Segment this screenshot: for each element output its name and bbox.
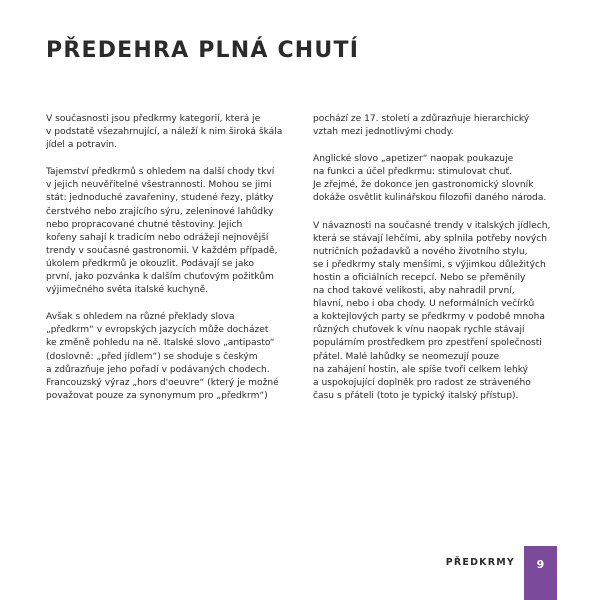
text-line: v podstatě všezahrnující, a náleží k nim široká škála — [46, 127, 283, 138]
text-line: času s přáteli (toto je typický italský přístup). — [313, 390, 519, 401]
text-line: V současnosti jsou předkrmy kategorií, která je — [46, 114, 261, 124]
section-label: PŘEDKRMY — [445, 557, 515, 568]
text-line: Francouzský výraz „hors d'oeuvre“ (který je možné — [46, 377, 279, 388]
text-line: Je zřejmé, že dokonce jen gastronomický slovník — [313, 180, 534, 191]
text-line: na zahájení hostin, ale spíše tvoří celkem lehký — [313, 364, 529, 375]
text-line: na funkci a účel předkrmu: stimulovat chuť. — [313, 167, 512, 178]
paragraph — [46, 166, 282, 297]
text-line: populárním prostředkem pro zpestření společnosti — [313, 338, 542, 349]
paragraph — [46, 311, 282, 403]
text-line: výjimečného světa italské kuchyně. — [46, 285, 209, 296]
text-line: ke změně pohledu na ně. Italské slovo „antipasto“ — [46, 338, 275, 349]
text-line: vztah mezi jednotlivými chody. — [313, 127, 454, 138]
left-column — [46, 113, 282, 417]
text-line: (doslovně: „před jídlem“) se shoduje s českým — [46, 351, 258, 362]
text-line: hostin a oficiálních recepcí. Nebo se přeměnily — [313, 272, 526, 283]
text-line: V návaznosti na současné trendy v italských jídlech, — [313, 220, 551, 231]
text-line: Anglické slovo „apetizer“ naopak poukazuje — [313, 154, 514, 165]
text-line: nutričních požadavků a nového životního stylu, — [313, 246, 528, 257]
paragraph — [313, 153, 549, 205]
text-line: pochází ze 17. století a zdůrazňuje hierarchický — [313, 114, 530, 124]
paragraph — [313, 220, 549, 403]
text-line: přátel. Malé lahůdky se neomezují pouze — [313, 351, 500, 362]
text-line: kořeny sahají k tradicím nebo odrážejí nejnovější — [46, 232, 269, 243]
text-line: a koktejlových party se předkrmy v podobě mnoha — [313, 312, 545, 323]
text-line: úkolem předkrmů je okouzlit. Podávají se jako — [46, 258, 254, 269]
text-line: jídel a potravin. — [46, 140, 118, 151]
text-line: trendy v současné gastronomii. V každém případě, — [46, 245, 278, 256]
text-line: v jejich neuvěřitelné všestrannosti. Mohou se jimi — [46, 180, 272, 191]
text-line: dokáže osvětlit kulinářskou filozofii daného národa. — [313, 193, 547, 204]
text-line: Avšak s ohledem na různé překlady slova — [46, 312, 235, 323]
text-line: hlavní, nebo i oba chody. U neformálních večírků — [313, 299, 535, 310]
page-number-box — [524, 546, 557, 600]
text-line: čerstvého nebo zrajícího sýru, zeleninové lahůdky — [46, 206, 274, 217]
page-number: 9 — [536, 558, 545, 571]
right-column — [313, 113, 549, 417]
paragraph — [313, 113, 549, 139]
text-line: „předkrm“ v evropských jazycích může docházet — [46, 325, 269, 336]
text-line: která se stávají lehčími, aby splnila potřeby nových — [313, 233, 548, 244]
text-line: Tajemství předkrmů s ohledem na další chody tkví — [46, 167, 275, 178]
text-line: a uspokojující doplněk pro radost ze stráveného — [313, 377, 531, 388]
text-line: a zdůrazňuje jeho pořadí v podávaných chodech. — [46, 364, 270, 375]
text-line: stát: jednoduché zavařeniny, studené řezy, plátky — [46, 193, 274, 204]
text-line: nebo propracované chutné těstoviny. Jejich — [46, 219, 243, 230]
text-line: se i předkrmy staly menšími, s výjimkou důležitých — [313, 259, 546, 270]
text-line: považovat pouze za synonymum pro „předkrm“) — [46, 390, 268, 401]
text-line: různých chuťovek k vínu naopak rychle stávají — [313, 325, 525, 336]
text-line: první, jako pozvánka k dalším chuťovým požitkům — [46, 272, 274, 283]
text-line: na chod takové velikosti, aby nahradil první, — [313, 286, 515, 297]
page-title: PŘEDEHRA PLNÁ CHUTÍ — [46, 38, 360, 63]
paragraph — [46, 113, 282, 152]
